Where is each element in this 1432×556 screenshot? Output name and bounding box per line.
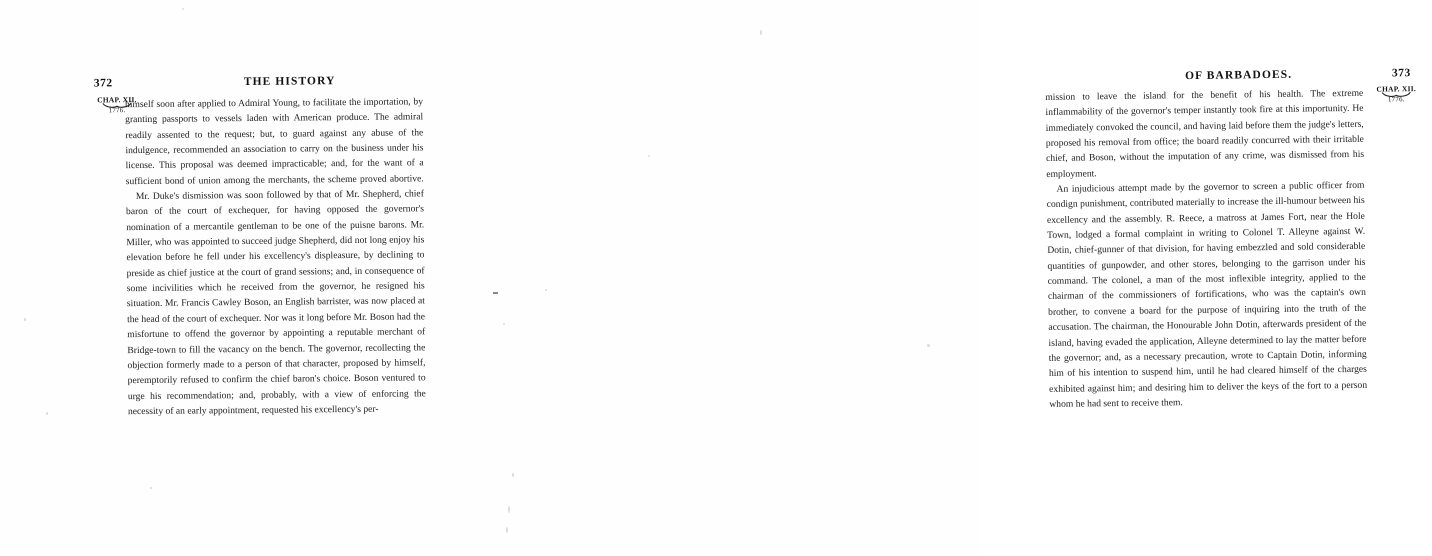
- scan-speck: [182, 8, 184, 10]
- right-marginal-chapter: CHAP. XII.: [1376, 84, 1416, 94]
- paragraph: mission to leave the island for the benefit of his health. The extreme inflammability of the governor's temper instantly took fire at this importunity. He immediately convoked the council, and having laid before them the judge's letters, proposed his removal from office; the board readily concurred with their irritable chief, and Boson, without the imputation of any crime, was dismissed from his employment.: [1045, 87, 1365, 180]
- scan-speck: [648, 155, 650, 157]
- left-column-body: [125, 94, 426, 419]
- right-page-folio: 373: [1391, 67, 1411, 80]
- scan-speck: [503, 323, 505, 325]
- scan-speck: [24, 318, 26, 321]
- paragraph: An injudicious attempt made by the governor to screen a public officer from condign punishment, contributed materially to increase the ill-humour between his excellency and the assembly. R. Reece, a matross at James Fort, near the Hole Town, lodged a formal complaint in writing to Colonel T. Alleyne against W. Dotin, chief-gunner of that division, for having embezzled and sold considerable quantities of gunpowder, and other stores, belonging to the garrison under his command. The colonel, a man of the most inflexible integrity, applied to the chairman of the commissioners of fortifications, who was the captain's own brother, to convene a board for the purpose of inquiring into the truth of the accusation. The chairman, the Honourable John Dotin, afterwards president of the island, having evaded the application, Alleyne determined to lay the matter before the governor; and, as a necessary precaution, wrote to Captain Dotin, informing him of his intention to suspend him, until he had cleared himself of the charges exhibited against him; and desiring him to deliver the keys of the fort to a person whom he had sent to receive them.: [1046, 179, 1368, 410]
- right-marginal-note: [1364, 85, 1428, 105]
- right-page: [490, 0, 1416, 556]
- scan-speck: [493, 292, 498, 294]
- paragraph: Mr. Duke's dismission was soon followed by that of Mr. Shepherd, chief baron of the court of exchequer, for having opposed the governor's nomination of a mercantile gentleman to be one of the puisne barons. Mr. Miller, who was appointed to succeed judge Shepherd, did not long enjoy his elevation before he fell under his excellency's displeasure, by declining to preside as chief justice at the court of grand sessions; and, in consequence of some incivilities which he received from the governor, he resigned his situation. Mr. Francis Cawley Boson, an English barrister, was now placed at the head of the court of exchequer. Nor was it long before Mr. Boson had the misfortune to offend the governor by appointing a reputable merchant of Bridge-town to fill the vacancy on the bench. The governor, recollecting the objection formerly made to a person of that character, proposed by himself, peremptorily refused to confirm the chief baron's choice. Boson ventured to urge his recommendation; and, probably, with a view of enforcing the necessity of an early appointment, requested his excellency's per-: [125, 188, 426, 418]
- paragraph: himself soon after applied to Admiral Young, to facilitate the importation, by granting passports to vessels laden with American produce. The admiral readily assented to the request; but, to guard against any abuse of the indulgence, recommended an association to carry on the business under his license. This proposal was deemed impracticable; and, for the want of a sufficient bond of union among the merchants, the scheme proved abortive.: [124, 96, 424, 187]
- scan-speck: [46, 412, 48, 415]
- scan-speck: [150, 487, 152, 489]
- left-page: [0, 0, 490, 556]
- left-page-running-head: THE HISTORY: [243, 75, 336, 89]
- scan-speck: [927, 344, 930, 347]
- right-page-running-head: OF BARBADOES.: [1184, 68, 1293, 83]
- scan-speck: [545, 289, 547, 291]
- left-page-folio: 372: [93, 77, 113, 90]
- right-marginal-year: 1776.: [1387, 96, 1405, 104]
- scan-speck: [512, 473, 514, 477]
- scan-speck: [506, 527, 508, 533]
- left-marginal-year: 1776.: [108, 107, 126, 115]
- scan-speck: [760, 30, 762, 35]
- right-column-body: [1045, 86, 1367, 412]
- scan-speck: [508, 506, 510, 513]
- left-marginal-chapter: CHAP. XII.: [97, 95, 137, 105]
